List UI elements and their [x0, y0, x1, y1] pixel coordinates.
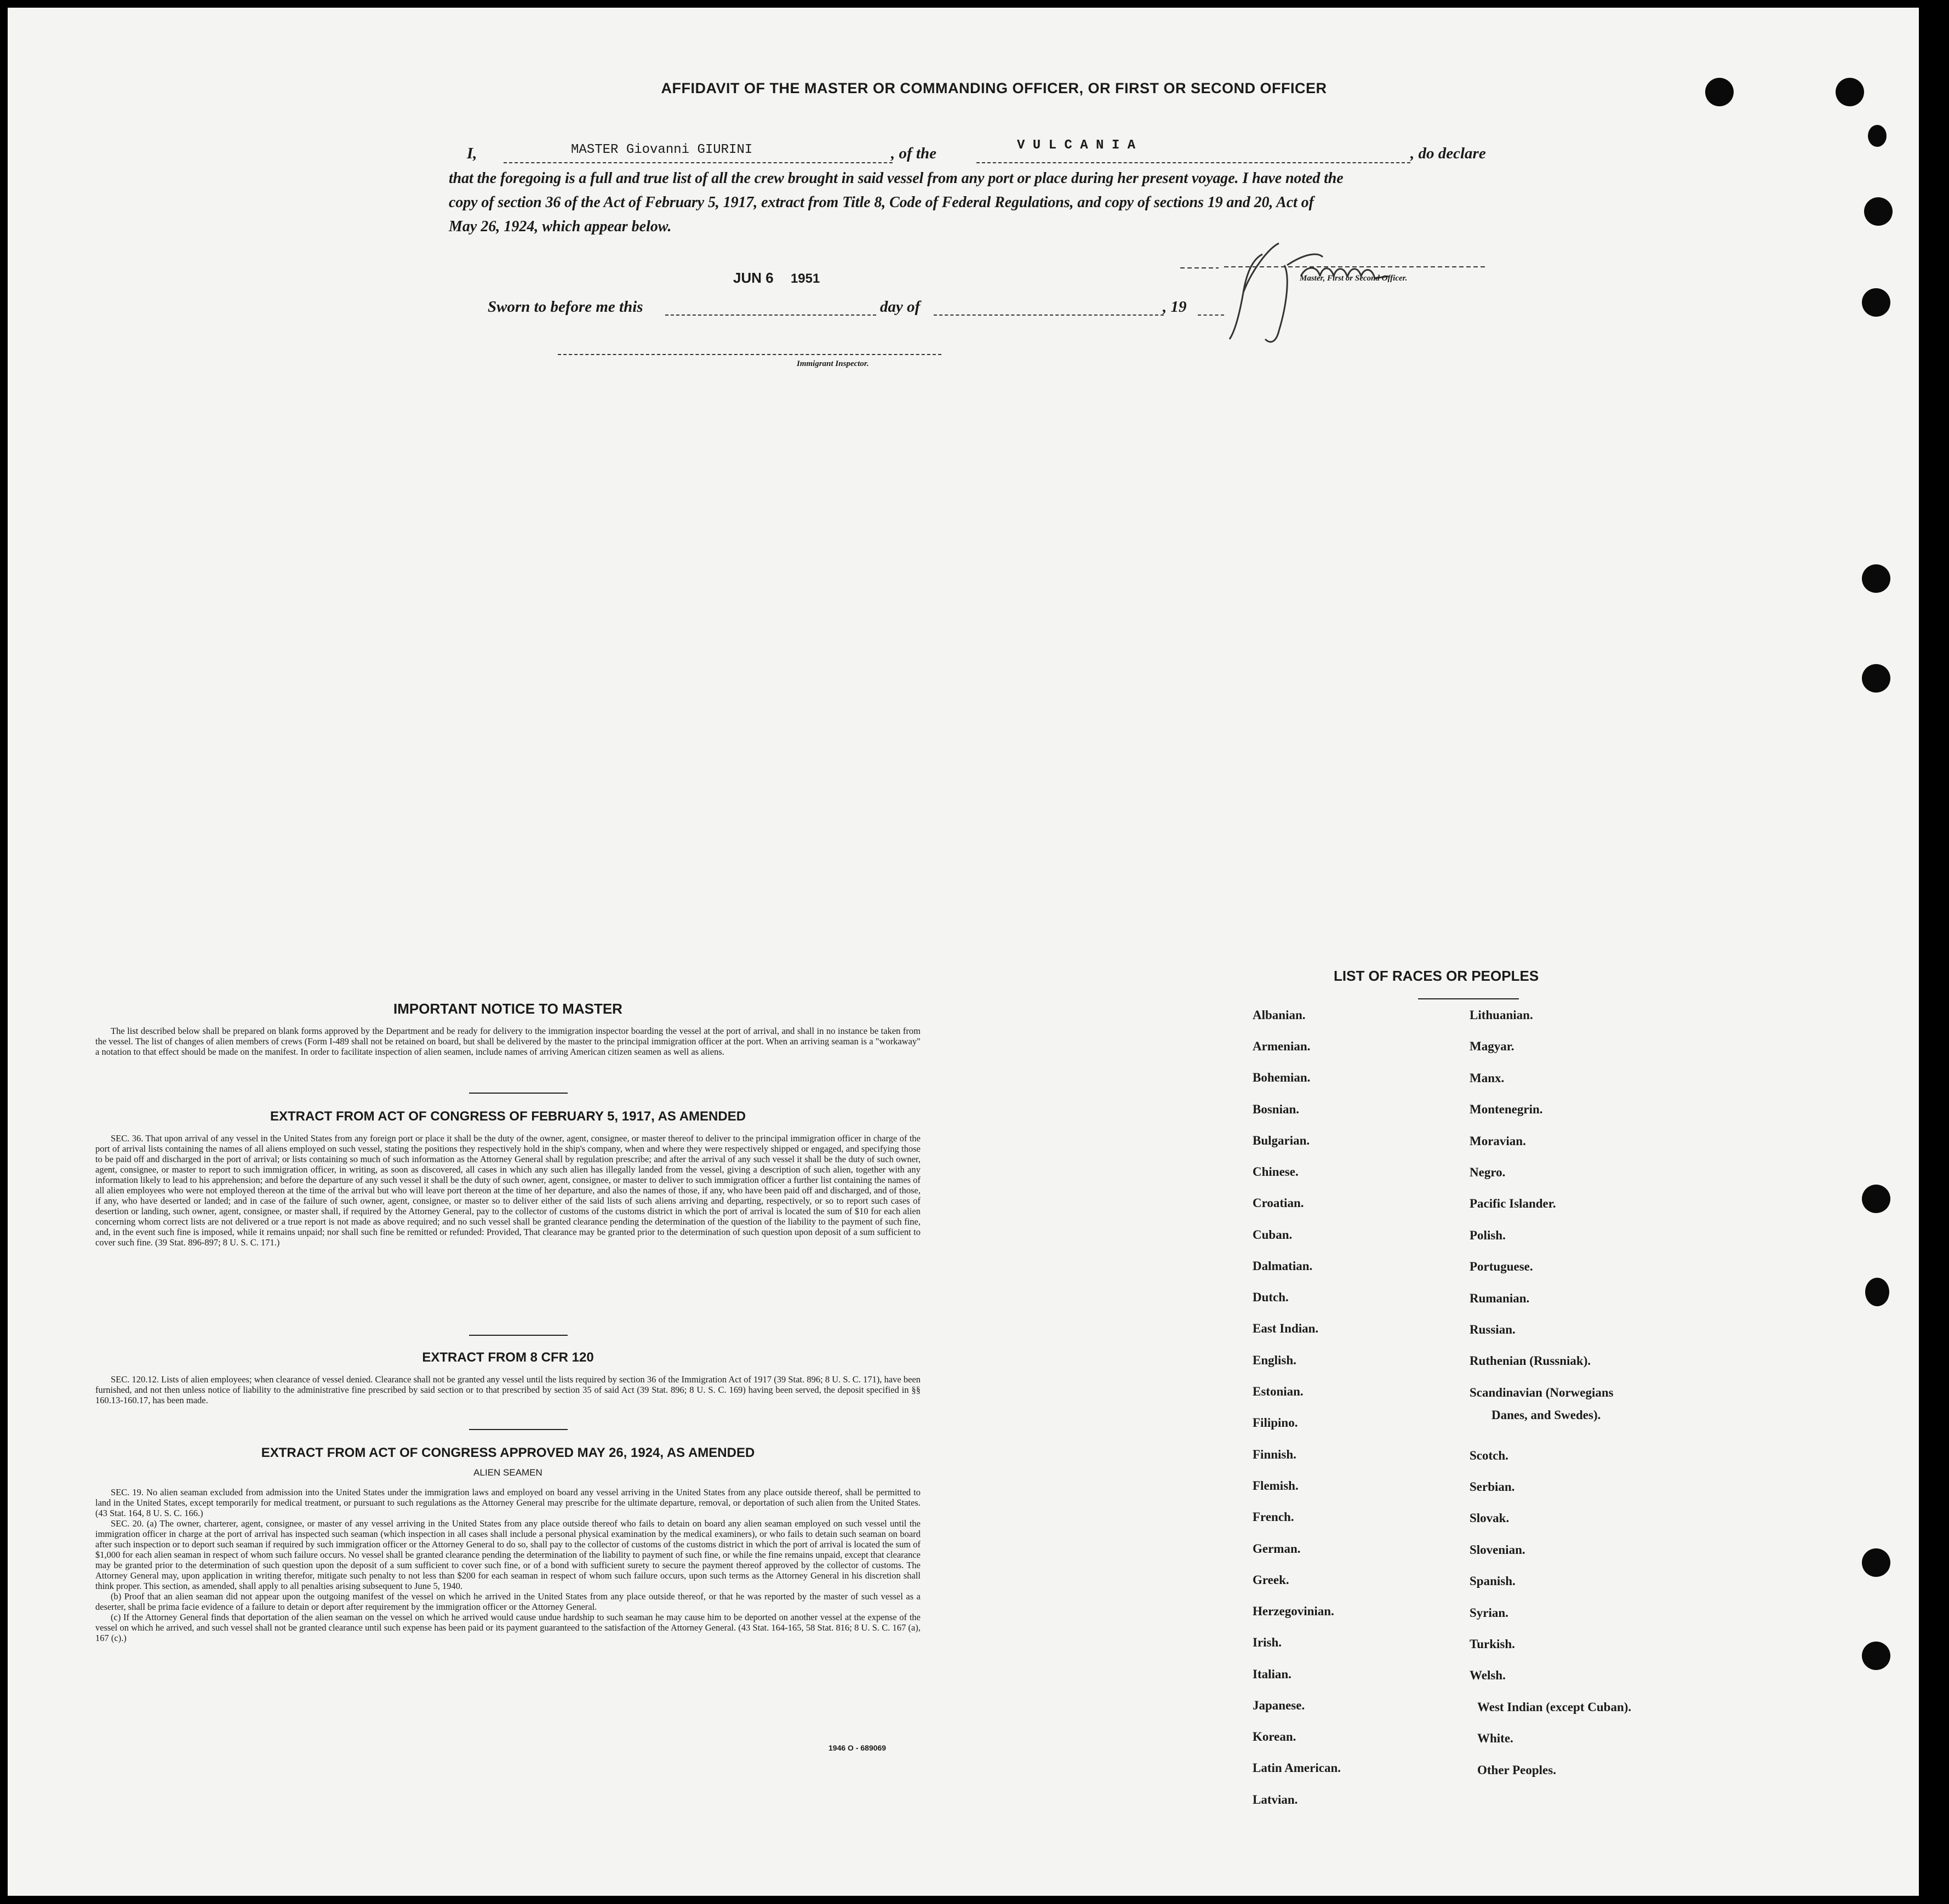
race-item: East Indian. — [1253, 1322, 1319, 1335]
affidavit-lead: I, — [467, 145, 477, 162]
extract-1924-heading: EXTRACT FROM ACT OF CONGRESS APPROVED MAY 26, 1924, AS AMENDED — [261, 1445, 755, 1460]
affidavit-body-line3: May 26, 1924, which appear below. — [449, 218, 672, 235]
affidavit-body-line1: that the foregoing is a full and true list of all the crew brought in said vessel from any port or place during her present voyage. I have noted the — [449, 170, 1344, 187]
race-item: Portuguese. — [1470, 1260, 1533, 1274]
punch-hole — [1836, 78, 1864, 106]
punch-hole — [1864, 197, 1893, 226]
notice-heading: IMPORTANT NOTICE TO MASTER — [393, 1000, 622, 1017]
extract-cfr-paragraph: SEC. 120.12. Lists of alien employees; when clearance of vessel denied. Clearance shall not be granted any vessel until the lists required by section 36 of the Immigration Act of 1917 (39 Stat. 896; 8 U. S. C. 171), have been furnished, and not then unless notice of liability to the administrative fine prescribed by said section or to that prescribed by section 35 of said Act (39 Stat. 896; 8 U. S. C. 169) having been served, the deposit specified in §§ 160.13-160.17, has been made. — [95, 1374, 921, 1405]
year-label: , 19 — [1163, 298, 1187, 316]
race-item: Slovak. — [1470, 1511, 1510, 1525]
sec-20b-paragraph: (b) Proof that an alien seaman did not appear upon the outgoing manifest of the vessel on which he arrived in the United States from any place outside thereof, or that he was reported by the master of such vessel as a deserter, shall be prima facie evidence of a failure to detain or deport after requirement by the immigration officer or the Attorney General. — [95, 1591, 921, 1612]
race-item: Manx. — [1470, 1071, 1505, 1085]
race-item: Finnish. — [1253, 1448, 1296, 1461]
punch-hole — [1862, 1548, 1890, 1577]
race-item: Rumanian. — [1470, 1291, 1530, 1305]
do-declare-label: , do declare — [1410, 145, 1486, 162]
race-item: Bosnian. — [1253, 1102, 1300, 1116]
punch-hole — [1862, 1185, 1890, 1213]
race-item: Montenegrin. — [1470, 1102, 1543, 1117]
divider — [469, 1429, 568, 1430]
extract-1917-heading: EXTRACT FROM ACT OF CONGRESS OF FEBRUARY 5, 1917, AS AMENDED — [270, 1109, 746, 1124]
affidavit-body-line2: copy of section 36 of the Act of February 5, 1917, extract from Title 8, Code of Federal Regulations, and copy of sections 19 and 20, Act of — [449, 194, 1314, 211]
divider — [1418, 998, 1519, 999]
extract-cfr-text — [95, 1374, 921, 1405]
race-item: Cuban. — [1253, 1228, 1293, 1242]
of-the-label: , of the — [891, 145, 936, 162]
sworn-month-line — [934, 315, 1164, 316]
race-item: Latvian. — [1253, 1793, 1298, 1806]
sec-20c-paragraph: (c) If the Attorney General finds that deportation of the alien seaman on the vessel on which he arrived would cause undue hardship to such seaman he may cause him to be deported on another vessel at the expense of the vessel on which he arrived, and such vessel shall not be granted clearance until such expense has been paid or its payment guaranteed to the satisfaction of the Attorney General. (43 Stat. 164-165, 58 Stat. 816; 8 U. S. C. 167 (a), 167 (c).) — [95, 1612, 921, 1643]
race-item: Estonian. — [1253, 1385, 1304, 1398]
race-item: Ruthenian (Russniak). — [1470, 1354, 1591, 1368]
sworn-label: Sworn to before me this — [488, 298, 643, 316]
race-item: Croatian. — [1253, 1196, 1304, 1210]
races-heading: LIST OF RACES OR PEOPLES — [1334, 968, 1539, 984]
date-stamp-day: JUN 6 — [733, 270, 774, 286]
vessel-field-line — [976, 162, 1410, 163]
race-item: Japanese. — [1253, 1699, 1305, 1712]
race-item: Italian. — [1253, 1667, 1291, 1681]
race-item: Magyar. — [1470, 1039, 1514, 1054]
race-item: Albanian. — [1253, 1008, 1306, 1022]
race-item: French. — [1253, 1510, 1294, 1524]
print-code: 1946 O - 689069 — [828, 1743, 887, 1752]
race-item: Syrian. — [1470, 1605, 1508, 1620]
inspector-caption: Immigrant Inspector. — [797, 359, 869, 368]
race-item: Scotch. — [1470, 1448, 1508, 1462]
affidavit-title: AFFIDAVIT OF THE MASTER OR COMMANDING OFFICER, OR FIRST OR SECOND OFFICER — [661, 80, 1327, 96]
extract-1924-subheading: ALIEN SEAMEN — [473, 1467, 542, 1478]
race-item: Bulgarian. — [1253, 1134, 1310, 1147]
sec-19-paragraph: SEC. 19. No alien seaman excluded from admission into the United States under the immigration laws and employed on board any vessel arriving in the United States from any place outside thereof, shall be permitted to land in the United States, except temporarily for medical treatment, or pursuant to such regulations as the Attorney General may prescribe for the ultimate departure, removal, or deportation of such alien from the United States. (43 Stat. 164, 8 U. S. C. 166.) — [95, 1487, 921, 1518]
race-item: Greek. — [1253, 1573, 1289, 1587]
punch-hole — [1865, 1278, 1889, 1306]
document-page — [8, 8, 1919, 1896]
master-name-value: MASTER Giovanni GIURINI — [571, 142, 753, 157]
divider — [469, 1335, 568, 1336]
race-item: Dutch. — [1253, 1290, 1289, 1304]
inspector-signature-line — [558, 354, 941, 355]
race-item: Pacific Islander. — [1470, 1197, 1556, 1211]
notice-text — [95, 1026, 921, 1057]
race-item: English. — [1253, 1353, 1296, 1367]
officer-caption: Master, First or Second Officer. — [1300, 274, 1408, 283]
sec-20a-paragraph: SEC. 20. (a) The owner, charterer, agent, consignee, or master of any vessel arriving in the United States from any place outside thereof who fails to detain on board any alien seaman employed on such vessel until the immigration officer in charge at the port of arrival has inspected such seaman (which inspection in all cases shall include a personal physical examination by the medical examiners), or who fails to detain such seaman on board after such inspection or to deport such seaman if required by such immigration officer or the Attorney General to do so, shall pay to the collector of customs of the customs district in which the port of arrival is located the sum of $1,000 for each alien seaman in respect of whom such failure occurs. No vessel shall be granted clearance pending the determination of the liability to payment of such fine, or while the fine remains unpaid, except that clearance may be granted prior to the determination of such question upon the deposit of a sum sufficient to cover such fine, or of a bond with sufficient surety to secure the payment thereof approved by the collector of customs. The Attorney General may, upon application in writing therefor, mitigate such penalty to not less than $200 for each seaman in respect of whom such failure occurs, upon such terms as the Attorney General in his discretion shall think proper. This section, as amended, shall apply to all penalties arising subsequent to June 5, 1940. — [95, 1518, 921, 1591]
extract-1917-paragraph: SEC. 36. That upon arrival of any vessel in the United States from any foreign port or place it shall be the duty of the owner, agent, consignee, or master thereof to deliver to the principal immigration officer in charge of the port of arrival lists containing the names of all aliens employed on such vessel, stating the positions they respectively hold in the ship's company, when and where they were respectively shipped or engaged, and specifying those to be paid off and discharged in the port of arrival; or lists containing so much of such information as the Attorney General shall by regulation prescribe; and after the arrival of any such vessel it shall be the duty of such owner, agent, consignee, or master to report to such immigration officer, in writing, as soon as discovered, all cases in which any such alien has illegally landed from the vessel, giving a description of such alien, together with any information likely to lead to his apprehension; and before the departure of any such vessel it shall be the duty of such owner, agent, consignee, or master to deliver to such immigration officer a further list containing the names of all alien employees who were not employed thereon at the time of the arrival but who will leave port thereon at the time of her departure, and also the names of those, if any, who have been paid off and discharged, and of those, if any, who have deserted or landed; and in case of the failure of such owner, agent, consignee, or master so to deliver either of the said lists of such aliens arriving and departing, respectively, or so to report such cases of desertion or landing, such owner, agent, consignee, or master shall, if required by the Attorney General, pay to the collector of customs of the customs district in which the port of arrival is located the sum of $10 for each alien concerning whom correct lists are not delivered or a true report is not made as above required; and no such vessel shall be granted clearance pending the determination of the question of the liability to the payment of such fine, and, in the event such fine is imposed, while it remains unpaid; nor shall such fine be remitted or refunded: Provided, That clearance may be granted prior to the determination of such question upon deposit of a sum sufficient to cover such fine. (39 Stat. 896-897; 8 U. S. C. 171.) — [95, 1133, 921, 1248]
race-item: Latin American. — [1253, 1761, 1341, 1775]
race-item: Other Peoples. — [1477, 1763, 1556, 1777]
race-item: Lithuanian. — [1470, 1008, 1533, 1022]
race-item: West Indian (except Cuban). — [1477, 1700, 1632, 1714]
punch-hole — [1862, 288, 1890, 317]
race-item: Irish. — [1253, 1636, 1282, 1649]
race-item: Slovenian. — [1470, 1542, 1525, 1557]
race-item: White. — [1477, 1731, 1513, 1746]
race-item: Polish. — [1470, 1228, 1506, 1242]
race-item: Bohemian. — [1253, 1071, 1311, 1084]
date-stamp-year: 1951 — [790, 271, 820, 286]
extract-1924-text — [95, 1487, 921, 1643]
divider — [469, 1093, 568, 1094]
race-item: Turkish. — [1470, 1637, 1515, 1651]
race-item: Filipino. — [1253, 1416, 1298, 1430]
punch-hole — [1705, 78, 1734, 106]
race-item: Chinese. — [1253, 1165, 1299, 1179]
punch-hole — [1862, 1642, 1890, 1670]
race-item: Welsh. — [1470, 1668, 1506, 1683]
race-item: Negro. — [1470, 1165, 1506, 1179]
punch-hole — [1868, 125, 1887, 147]
race-item: Korean. — [1253, 1730, 1296, 1743]
sworn-year-line — [1198, 315, 1224, 316]
race-item: Dalmatian. — [1253, 1259, 1313, 1273]
master-name-field-line — [504, 162, 893, 163]
race-item: Flemish. — [1253, 1479, 1299, 1493]
day-of-label: day of — [880, 298, 921, 316]
race-item: Serbian. — [1470, 1480, 1515, 1494]
sworn-day-line — [665, 315, 876, 316]
race-item: Scandinavian (Norwegians — [1470, 1385, 1614, 1399]
race-item-continuation: Danes, and Swedes). — [1491, 1408, 1601, 1422]
race-item: Moravian. — [1470, 1134, 1526, 1148]
race-item: Spanish. — [1470, 1574, 1516, 1588]
race-item: Herzegovinian. — [1253, 1604, 1334, 1618]
race-item: German. — [1253, 1542, 1301, 1556]
extract-cfr-heading: EXTRACT FROM 8 CFR 120 — [422, 1350, 594, 1365]
extract-1917-text — [95, 1133, 921, 1248]
race-item: Russian. — [1470, 1323, 1516, 1336]
master-signature — [1169, 227, 1509, 353]
punch-hole — [1862, 664, 1890, 693]
race-item: Armenian. — [1253, 1039, 1311, 1053]
date-stamp — [733, 270, 820, 287]
notice-paragraph: The list described below shall be prepared on blank forms approved by the Department and be ready for delivery to the immigration inspector boarding the vessel at the port of arrival, and shall in no instance be taken from the vessel. The list of changes of alien members of crews (Form I-489 shall not be retained on board, but shall be delivered by the master to the principal immigration officer at the port. When an arriving seaman is a "workaway" a notation to that effect should be made on the manifest. In order to facilitate inspection of alien seamen, include names of arriving American citizen seamen as well as aliens. — [95, 1026, 921, 1057]
punch-hole — [1862, 564, 1890, 593]
vessel-name-value: V U L C A N I A — [1017, 138, 1136, 153]
